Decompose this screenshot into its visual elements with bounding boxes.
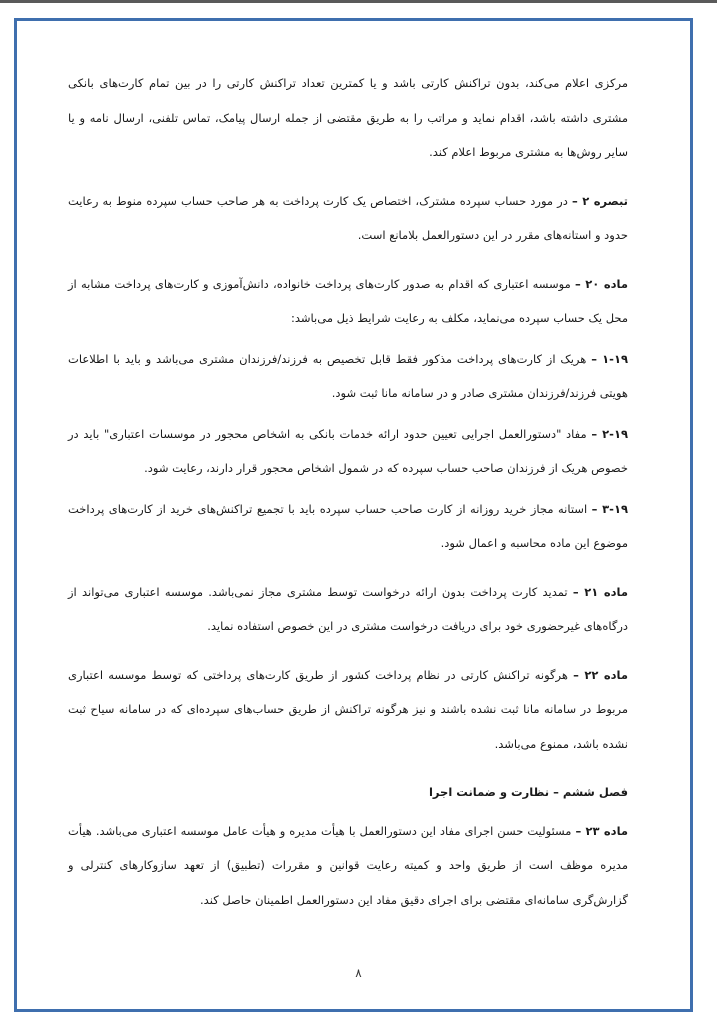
- paragraph-text: مفاد "دستورالعمل اجرایی تعیین حدود ارائه خدمات بانکی به اشخاص محجور در موسسات اعتباری" باید در خصوص هریک از فرزندان صاحب حساب سپرده که در شمول اشخاص محجور قرار دارند، رعایت شود.: [68, 426, 628, 475]
- paragraph-clause-19-3: [68, 492, 628, 561]
- paragraph-text: تمدید کارت پرداخت بدون ارائه درخواست توسط مشتری مجاز نمی‌باشد. موسسه اعتباری می‌تواند از درگاه‌های غیرحضوری خود برای دریافت درخواست مشتری در این خصوص استفاده نماید.: [68, 584, 628, 633]
- paragraph-label: ۳-۱۹ –: [591, 501, 628, 516]
- paragraph-text: در مورد حساب سپرده مشترک، اختصاص یک کارت پرداخت به هر صاحب حساب سپرده منوط به رعایت حدود و استانه‌های مقرر در این دستورالعمل بلامانع است.: [68, 193, 628, 242]
- paragraph-continuation: [68, 66, 628, 170]
- paragraph-clause-19-2: [68, 417, 628, 486]
- paragraph-label: ماده ۲۱ –: [572, 584, 628, 599]
- paragraph-text: هرگونه تراکنش کارتی در نظام پرداخت کشور از طریق کارت‌های پرداختی که توسط موسسه اعتباری مربوط در سامانه مانا ثبت نشده باشند و نیز هرگونه تراکنش از طریق حساب‌های سپرده‌ای که در سامانه سیاح ثبت نشده باشد، ممنوع می‌باشد.: [68, 667, 628, 751]
- paragraph-note-2: [68, 184, 628, 253]
- paragraph-label: ۱-۱۹ –: [591, 351, 628, 366]
- paragraph-text: استانه مجاز خرید روزانه از کارت صاحب حساب سپرده باید با تجمیع تراکنش‌های خرید از کارت‌های پرداخت موضوع این ماده محاسبه و اعمال شود.: [68, 501, 628, 550]
- paragraph-article-21: [68, 575, 628, 644]
- paragraph-article-20: [68, 267, 628, 336]
- paragraph-text: هریک از کارت‌های پرداخت مذکور فقط قابل تخصیص به فرزند/فرزندان مشتری می‌باشد و باید با اطلاعات هویتی فرزند/فرزندان مشتری صادر و در سامانه مانا ثبت شود.: [68, 351, 628, 400]
- paragraph-text: مرکزی اعلام می‌کند، بدون تراکنش کارتی باشد و یا کمترین تعداد تراکنش کارتی را در بین تمام کارت‌های بانکی مشتری داشته باشد، اقدام نماید و مراتب را به طریق مقتضی از جمله ارسال پیامک، تماس تلفنی، ارسال نامه و یا سایر روش‌ها به مشتری مربوط اعلام کند.: [68, 76, 628, 159]
- paragraph-label: ماده ۲۲ –: [573, 667, 628, 682]
- paragraph-label: ماده ۲۰ –: [574, 276, 628, 291]
- page-number: ۸: [355, 966, 362, 980]
- paragraph-clause-19-1: [68, 342, 628, 411]
- paragraph-text: موسسه اعتباری که اقدام به صدور کارت‌های پرداخت خانواده، دانش‌آموزی و کارت‌های پرداخت مشابه از محل یک حساب سپرده می‌نماید، مکلف به رعایت شرایط ذیل می‌باشد:: [68, 276, 628, 325]
- document-body: [68, 66, 628, 923]
- paragraph-text: مسئولیت حسن اجرای مفاد این دستورالعمل با هیأت مدیره و هیأت عامل موسسه اعتباری می‌باشد. هیأت مدیره موظف است از طریق واحد و کمیته رعایت قوانین و مقررات (تطبیق) از تعهد سازوکارهای کنترلی و گزارش‌گری سامانه‌ای مقتضی برای اجرای دقیق مفاد این دستورالعمل اطمینان حاصل کند.: [68, 823, 628, 907]
- paragraph-article-23: [68, 814, 628, 918]
- section-title: فصل ششم – نظارت و ضمانت اجرا: [428, 785, 628, 799]
- paragraph-label: تبصره ۲ –: [571, 193, 628, 208]
- paragraph-label: ماده ۲۳ –: [575, 823, 629, 838]
- paragraph-label: ۲-۱۹ –: [591, 426, 628, 441]
- top-rule: [0, 0, 717, 3]
- paragraph-article-22: [68, 658, 628, 762]
